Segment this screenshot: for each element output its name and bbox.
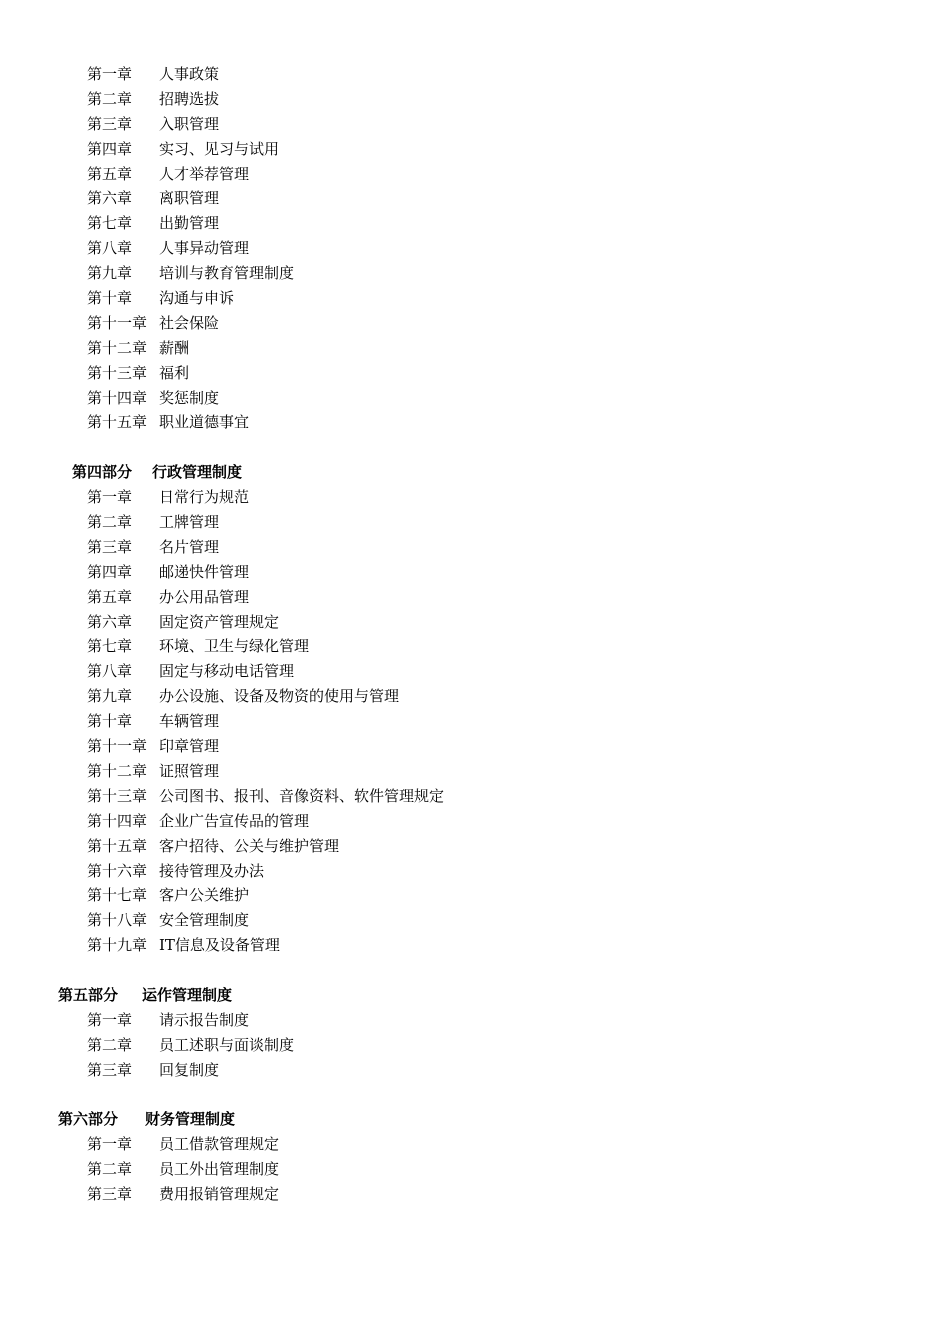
chapter-entry bbox=[0, 286, 950, 311]
chapter-entry bbox=[0, 834, 950, 859]
chapter-entry bbox=[0, 1058, 950, 1083]
chapter-entry bbox=[0, 410, 950, 435]
chapter-title: IT信息及设备管理 bbox=[159, 936, 280, 955]
part-heading bbox=[0, 983, 950, 1008]
chapter-number: 第十二章 bbox=[87, 761, 148, 780]
chapter-title: 员工外出管理制度 bbox=[159, 1160, 280, 1179]
chapter-entry bbox=[0, 236, 950, 261]
chapter-entry bbox=[0, 261, 950, 286]
chapter-entry bbox=[0, 784, 950, 809]
chapter-title: 工牌管理 bbox=[159, 513, 220, 532]
chapter-title: 离职管理 bbox=[159, 189, 220, 208]
chapter-number: 第十章 bbox=[87, 712, 133, 731]
chapter-title: 办公设施、设备及物资的使用与管理 bbox=[159, 687, 400, 706]
chapter-entry bbox=[0, 1132, 950, 1157]
chapter-entry bbox=[0, 112, 950, 137]
chapter-number: 第九章 bbox=[87, 264, 133, 283]
chapter-title: 入职管理 bbox=[159, 114, 220, 133]
chapter-entry bbox=[0, 361, 950, 386]
chapter-number: 第四章 bbox=[87, 562, 133, 581]
chapter-number: 第十五章 bbox=[87, 413, 148, 432]
chapter-number: 第三章 bbox=[87, 537, 133, 556]
chapter-entry bbox=[0, 883, 950, 908]
chapter-number: 第八章 bbox=[87, 239, 133, 258]
part-number: 第四部分 bbox=[72, 463, 133, 482]
chapter-entry bbox=[0, 709, 950, 734]
chapter-title: 费用报销管理规定 bbox=[159, 1185, 280, 1204]
chapter-title: 安全管理制度 bbox=[159, 911, 250, 930]
chapter-title: 公司图书、报刊、音像资料、软件管理规定 bbox=[159, 786, 445, 805]
chapter-number: 第六章 bbox=[87, 189, 133, 208]
chapter-number: 第四章 bbox=[87, 139, 133, 158]
chapter-number: 第二章 bbox=[87, 89, 133, 108]
chapter-entry bbox=[0, 684, 950, 709]
chapter-title: 沟通与申诉 bbox=[159, 289, 235, 308]
chapter-number: 第十三章 bbox=[87, 786, 148, 805]
chapter-entry bbox=[0, 734, 950, 759]
chapter-entry bbox=[0, 386, 950, 411]
chapter-number: 第十四章 bbox=[87, 388, 148, 407]
part-heading bbox=[0, 460, 950, 485]
chapter-title: 证照管理 bbox=[159, 761, 220, 780]
chapter-entry bbox=[0, 137, 950, 162]
chapter-title: 薪酬 bbox=[159, 338, 190, 357]
chapter-title: 固定资产管理规定 bbox=[159, 612, 280, 631]
chapter-title: 客户招待、公关与维护管理 bbox=[159, 836, 340, 855]
chapter-entry bbox=[0, 311, 950, 336]
chapter-title: 客户公关维护 bbox=[159, 886, 250, 905]
chapter-entry bbox=[0, 759, 950, 784]
chapter-entry bbox=[0, 162, 950, 187]
chapter-entry bbox=[0, 585, 950, 610]
chapter-title: 人事异动管理 bbox=[159, 239, 250, 258]
chapter-entry bbox=[0, 535, 950, 560]
chapter-entry bbox=[0, 510, 950, 535]
part-heading bbox=[0, 1107, 950, 1132]
chapter-entry bbox=[0, 659, 950, 684]
chapter-title: 出勤管理 bbox=[159, 214, 220, 233]
chapter-entry bbox=[0, 634, 950, 659]
chapter-number: 第五章 bbox=[87, 164, 133, 183]
chapter-title: 日常行为规范 bbox=[159, 488, 250, 507]
chapter-number: 第三章 bbox=[87, 114, 133, 133]
part-title: 财务管理制度 bbox=[145, 1110, 236, 1129]
chapter-title: 车辆管理 bbox=[159, 712, 220, 731]
chapter-entry bbox=[0, 1157, 950, 1182]
part-number: 第六部分 bbox=[58, 1110, 119, 1129]
chapter-title: 回复制度 bbox=[159, 1060, 220, 1079]
chapter-number: 第三章 bbox=[87, 1185, 133, 1204]
part-title: 行政管理制度 bbox=[152, 463, 243, 482]
chapter-number: 第十五章 bbox=[87, 836, 148, 855]
chapter-title: 名片管理 bbox=[159, 537, 220, 556]
chapter-number: 第六章 bbox=[87, 612, 133, 631]
chapter-number: 第十九章 bbox=[87, 936, 148, 955]
chapter-entry bbox=[0, 809, 950, 834]
chapter-title: 实习、见习与试用 bbox=[159, 139, 280, 158]
chapter-entry bbox=[0, 933, 950, 958]
chapter-entry bbox=[0, 859, 950, 884]
chapter-number: 第十四章 bbox=[87, 811, 148, 830]
chapter-title: 社会保险 bbox=[159, 313, 220, 332]
chapter-entry bbox=[0, 1008, 950, 1033]
chapter-title: 职业道德事宜 bbox=[159, 413, 250, 432]
chapter-number: 第十六章 bbox=[87, 861, 148, 880]
chapter-number: 第一章 bbox=[87, 65, 133, 83]
chapter-title: 企业广告宣传品的管理 bbox=[159, 811, 310, 830]
chapter-title: 固定与移动电话管理 bbox=[159, 662, 295, 681]
chapter-number: 第一章 bbox=[87, 488, 133, 507]
chapter-number: 第七章 bbox=[87, 637, 133, 656]
chapter-title: 接待管理及办法 bbox=[159, 861, 265, 880]
section-spacer bbox=[0, 1083, 950, 1108]
chapter-title: 福利 bbox=[159, 363, 190, 382]
section-spacer bbox=[0, 435, 950, 460]
chapter-title: 招聘选拔 bbox=[159, 89, 220, 108]
chapter-number: 第十一章 bbox=[87, 313, 148, 332]
chapter-number: 第二章 bbox=[87, 1035, 133, 1054]
chapter-title: 请示报告制度 bbox=[159, 1010, 250, 1029]
chapter-entry bbox=[0, 186, 950, 211]
chapter-number: 第一章 bbox=[87, 1010, 133, 1029]
chapter-entry bbox=[0, 610, 950, 635]
chapter-title: 环境、卫生与绿化管理 bbox=[159, 637, 310, 656]
chapter-number: 第七章 bbox=[87, 214, 133, 233]
chapter-title: 印章管理 bbox=[159, 737, 220, 756]
chapter-number: 第二章 bbox=[87, 1160, 133, 1179]
chapter-title: 培训与教育管理制度 bbox=[159, 264, 295, 283]
chapter-number: 第十章 bbox=[87, 289, 133, 308]
chapter-number: 第十一章 bbox=[87, 737, 148, 756]
chapter-title: 员工述职与面谈制度 bbox=[159, 1035, 295, 1054]
chapter-entry bbox=[0, 1033, 950, 1058]
chapter-title: 奖惩制度 bbox=[159, 388, 220, 407]
chapter-number: 第二章 bbox=[87, 513, 133, 532]
table-of-contents bbox=[0, 62, 950, 1207]
chapter-number: 第九章 bbox=[87, 687, 133, 706]
chapter-entry bbox=[0, 211, 950, 236]
chapter-title: 人事政策 bbox=[159, 65, 220, 83]
chapter-number: 第五章 bbox=[87, 587, 133, 606]
chapter-title: 人才举荐管理 bbox=[159, 164, 250, 183]
chapter-entry bbox=[0, 87, 950, 112]
chapter-number: 第十七章 bbox=[87, 886, 148, 905]
part-number: 第五部分 bbox=[58, 985, 119, 1004]
chapter-number: 第八章 bbox=[87, 662, 133, 681]
chapter-number: 第十八章 bbox=[87, 911, 148, 930]
section-spacer bbox=[0, 958, 950, 983]
chapter-number: 第十三章 bbox=[87, 363, 148, 382]
chapter-entry bbox=[0, 62, 950, 87]
chapter-entry bbox=[0, 1182, 950, 1207]
chapter-title: 邮递快件管理 bbox=[159, 562, 250, 581]
chapter-entry bbox=[0, 560, 950, 585]
chapter-number: 第三章 bbox=[87, 1060, 133, 1079]
chapter-number: 第十二章 bbox=[87, 338, 148, 357]
chapter-title: 办公用品管理 bbox=[159, 587, 250, 606]
chapter-entry bbox=[0, 908, 950, 933]
continuation-chapter-list bbox=[0, 62, 950, 435]
parts-list bbox=[0, 435, 950, 1207]
chapter-number: 第一章 bbox=[87, 1135, 133, 1154]
chapter-entry bbox=[0, 336, 950, 361]
chapter-entry bbox=[0, 485, 950, 510]
chapter-title: 员工借款管理规定 bbox=[159, 1135, 280, 1154]
part-title: 运作管理制度 bbox=[142, 985, 233, 1004]
